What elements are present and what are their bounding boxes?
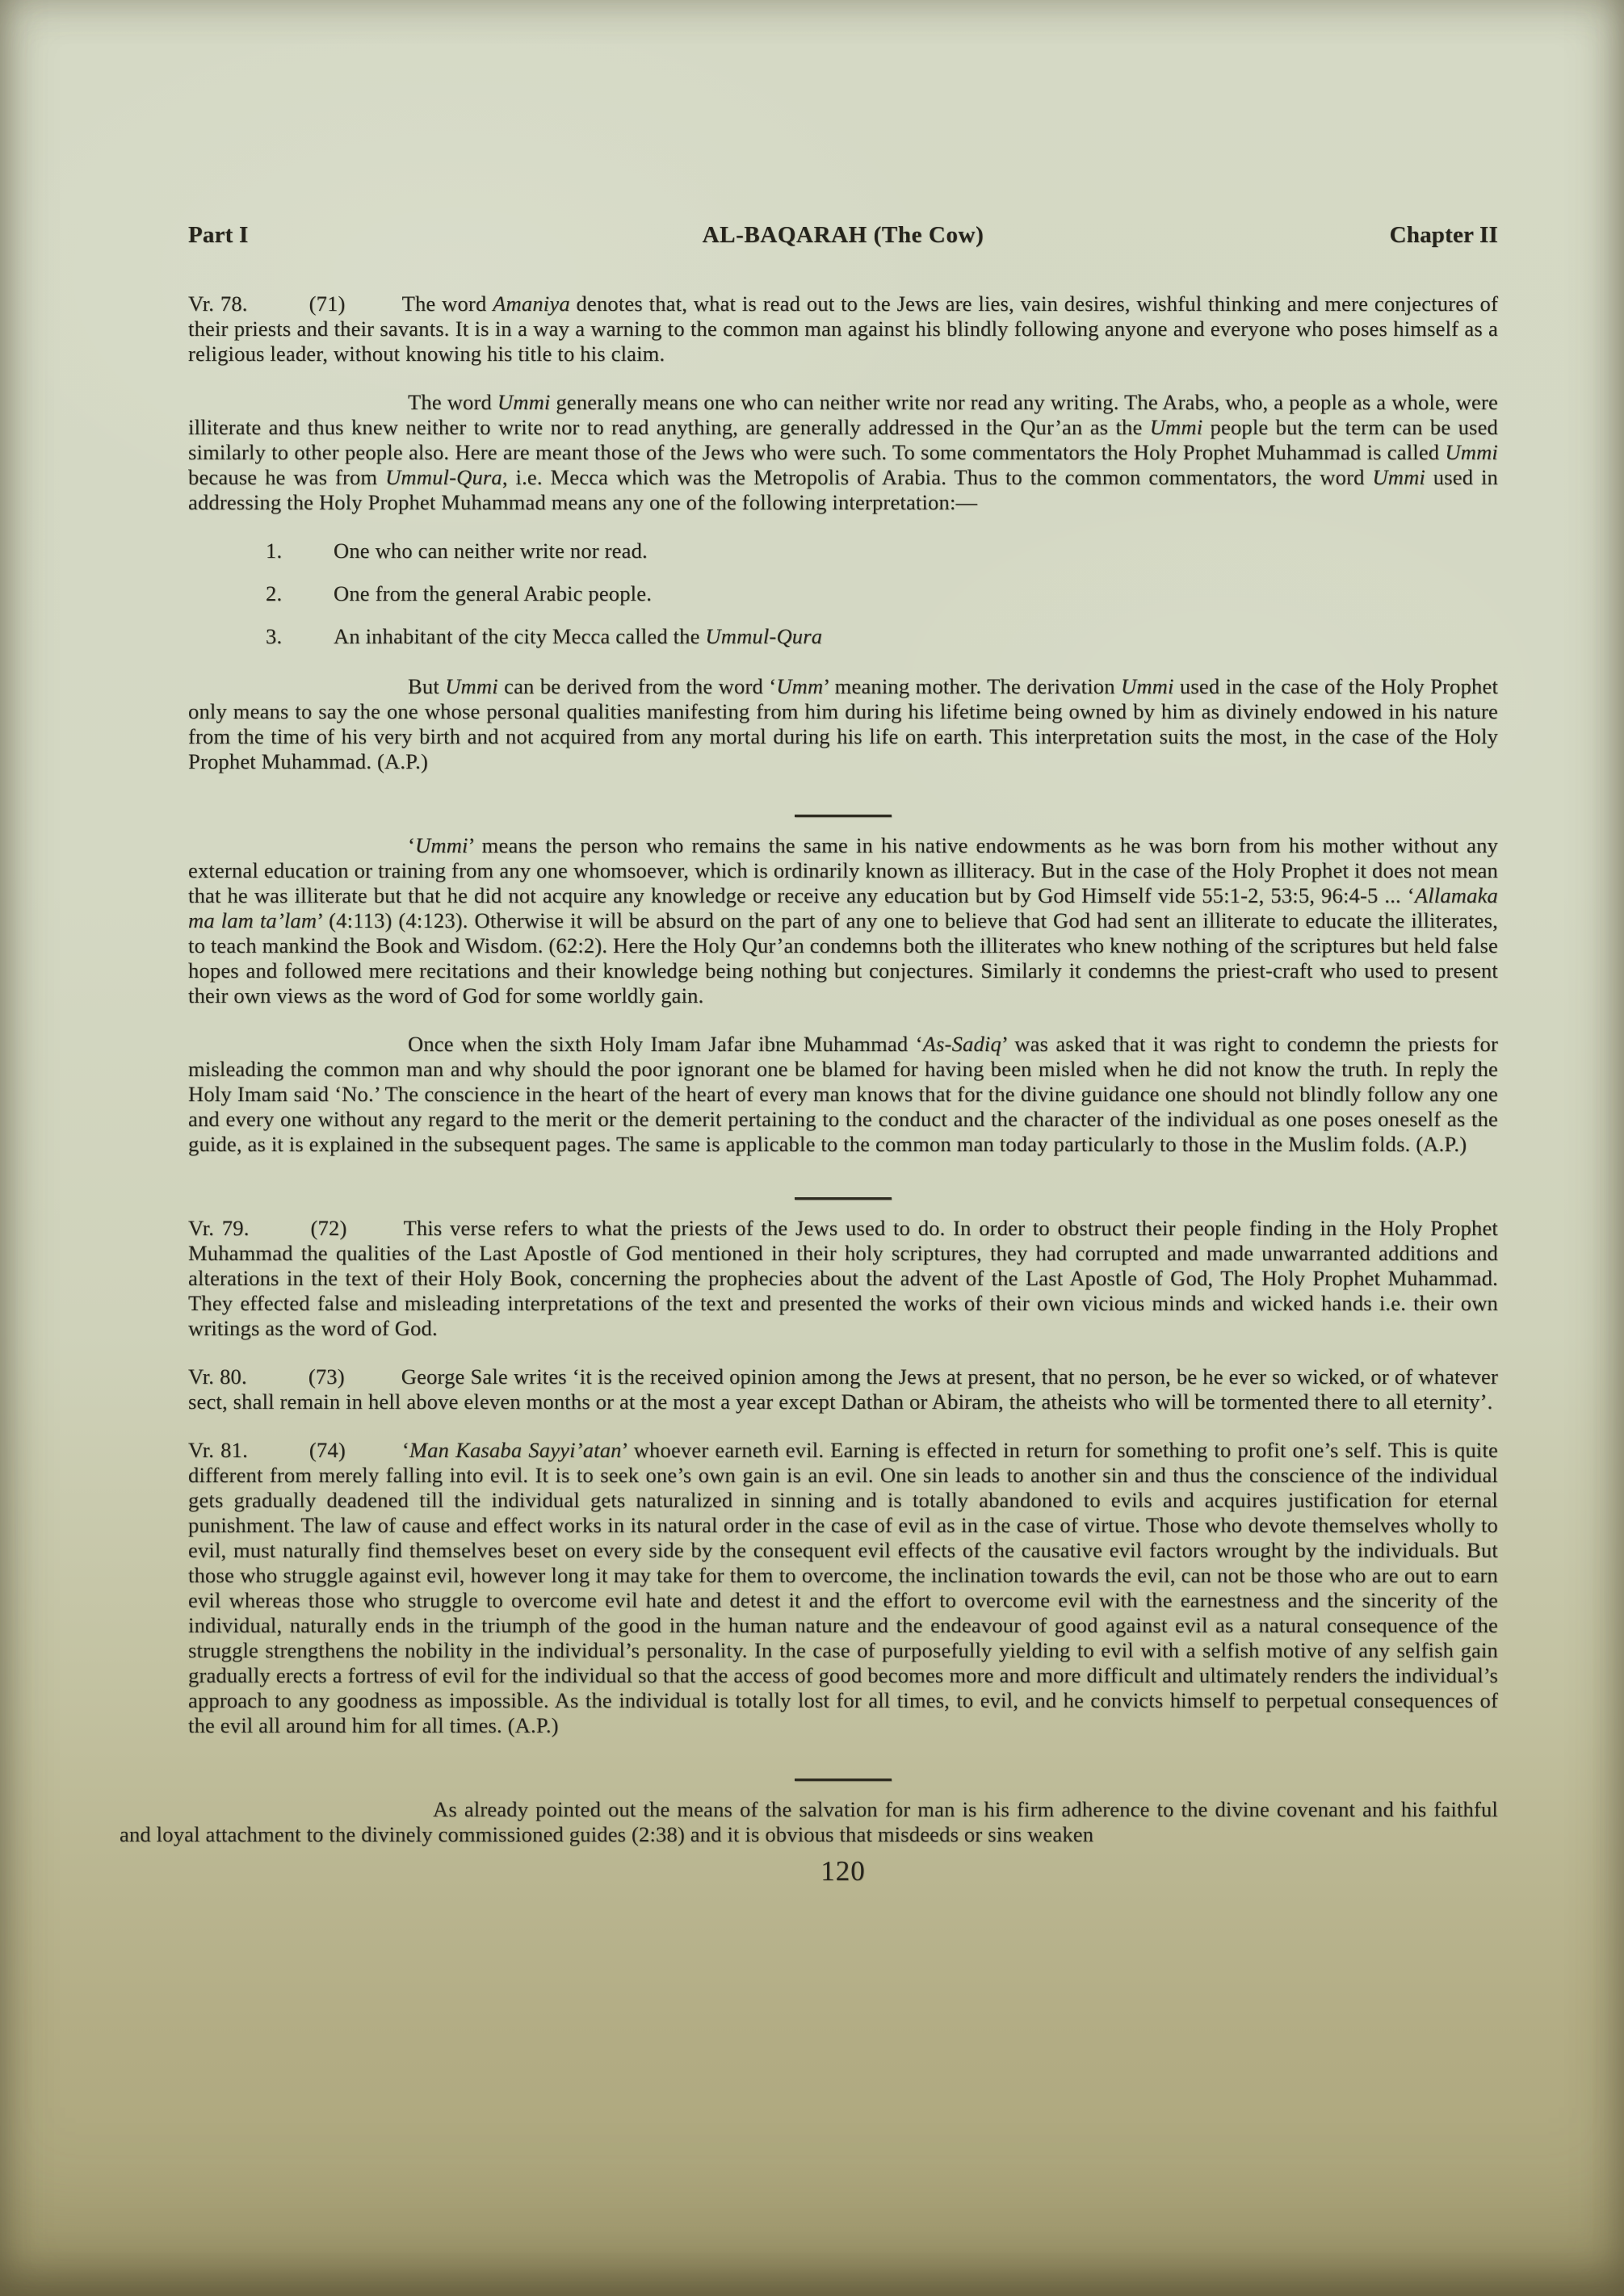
list-item xyxy=(188,538,1498,564)
italic-term: Ummul-Qura xyxy=(705,624,823,648)
text-run: , i.e. Mecca which was the Metropolis of Arabia. Thus to the common commentators, the word xyxy=(501,465,1373,489)
verse-footnote-number: (71) xyxy=(308,291,346,316)
italic-term: Ummi xyxy=(445,674,498,698)
text-run: Once when the sixth Holy Imam Jafar ibne Muhammad ‘ xyxy=(408,1032,923,1056)
text-run: ’ was asked that it was right to condemn the priests for misleading the common man and why should the poor ignorant one be blamed for having been misled when he did not know the truth. In reply the Holy Imam said ‘No.’ The conscience in the heart of the heart of every man knows that for the divine guidance one should not blindly follow any one and every one without any regard to the merit or the demerit pertaining to the conduct and the character of the individual as one poses oneself as the guide, as it is explained in the subsequent pages. The same is applicable to the common man today particularly to those in the Muslim folds. (A.P.) xyxy=(188,1032,1499,1156)
text-run: But xyxy=(408,674,446,698)
list-item-text xyxy=(334,624,1498,649)
text-run: As already pointed out the means of the salvation for man is his firm adherence to the divine covenant and his faithful and loyal attachment to the divinely commissioned guides (2:38) and it is obvious that misdeeds or sins weaken xyxy=(120,1797,1498,1846)
italic-term: Ummi xyxy=(415,833,468,857)
italic-term: Ummul-Qura xyxy=(385,465,502,489)
text-run: people but the term can be used similarly to other people also. Here are meant those of the Jews who were such. To some commentators the Holy Prophet Muhammad is called xyxy=(188,415,1498,464)
italic-term: Amaniya xyxy=(493,291,570,316)
verse-label: Vr. 79. xyxy=(188,1216,250,1240)
text-run: denotes that, what is read out to the Jews are lies, vain desires, wishful thinking and mere conjectures of their priests and their savants. It is in a way a warning to the common man against his blindly following anyone and everyone who poses himself as a religious leader, without knowing his title to his claim. xyxy=(188,291,1498,366)
text-run: George Sale writes ‘it is the received opinion among the Jews at present, that no person, be he ever so wicked, or of whatever sect, shall remain in hell above eleven months or at the most a year except Dathan or Abiram, the atheists who will be tormented there to all eternity’. xyxy=(188,1364,1499,1414)
verse-label: Vr. 81. xyxy=(188,1438,248,1462)
verse-footnote-number: (72) xyxy=(310,1216,347,1240)
page-content xyxy=(120,222,1499,1887)
text-run: One who can neither write nor read. xyxy=(334,538,648,563)
italic-term: Ummi xyxy=(1121,674,1174,698)
list-item-text xyxy=(334,581,1498,606)
commentary-paragraph xyxy=(188,390,1498,515)
text-run: ‘ xyxy=(401,1438,409,1462)
verse-commentary-paragraph xyxy=(188,291,1498,367)
text-run: generally means one who can neither write nor read any writing. The Arabs, who, a people as a whole, were illiterate and thus knew neither to write nor to read anything, are generally addressed in the Qur’an as the xyxy=(188,390,1498,439)
page-number: 120 xyxy=(820,1855,866,1887)
commentary-paragraph xyxy=(188,674,1498,774)
commentary-paragraph xyxy=(120,1797,1498,1847)
text-run: used in the case of the Holy Prophet only means to say the one whose personal qualities manifesting from him during his lifetime being owned by him as divinely endowed in his nature from the time of his very birth and not acquired from any mortal during his life on earth. This interpretation suits the most, in the case of the Holy Prophet Muhammad. (A.P.) xyxy=(188,674,1499,773)
verse-commentary-paragraph xyxy=(188,1364,1498,1414)
header-chapter-title: AL-BAQARAH (The Cow) xyxy=(702,222,984,248)
italic-term: As-Sadiq xyxy=(922,1032,1001,1056)
verse-commentary-paragraph xyxy=(188,1216,1498,1341)
verse-commentary-paragraph xyxy=(188,1438,1498,1738)
divider-rule xyxy=(795,815,892,817)
commentary-paragraph xyxy=(188,833,1498,1008)
commentary-paragraph xyxy=(188,1032,1498,1157)
verse-label: Vr. 80. xyxy=(188,1364,247,1389)
italic-term: Allamaka ma lam ta’lam xyxy=(188,883,1498,932)
text-run: The word xyxy=(408,390,497,414)
section-divider xyxy=(188,1762,1498,1770)
italic-term: Ummi xyxy=(1149,415,1203,439)
verse-footnote-number: (73) xyxy=(308,1364,345,1389)
list-item xyxy=(188,624,1498,649)
divider-rule xyxy=(795,1197,892,1200)
italic-term: Man Kasaba Sayyi’atan xyxy=(409,1438,622,1462)
list-item-number: 2. xyxy=(266,581,283,605)
italic-term: Ummi xyxy=(1445,440,1498,464)
list-item-number: 1. xyxy=(266,538,283,563)
text-run: This verse refers to what the priests of the Jews used to do. In order to obstruct their people finding in the Holy Prophet Muhammad the qualities of the Last Apostle of God mentioned in their holy scriptures, they had corrupted and made unwarranted additions and alterations in the text of their Holy Book, concerning the prophecies about the advent of the Last Apostle of God, The Holy Prophet Muhammad. They effected false and misleading interpretations of the text and presented the works of their own vicious minds and wicked hands i.e. their own writings as the word of God. xyxy=(188,1216,1498,1340)
commentary-body xyxy=(120,291,1499,1847)
header-chapter-label: Chapter II xyxy=(1389,222,1498,248)
text-run: An inhabitant of the city Mecca called the xyxy=(334,624,706,648)
text-run: The word xyxy=(401,291,493,316)
interpretation-list xyxy=(188,538,1498,649)
section-divider xyxy=(188,1180,1498,1188)
divider-rule xyxy=(795,1779,892,1781)
header-part-label: Part I xyxy=(188,222,249,248)
text-run: ‘ xyxy=(408,833,416,857)
text-run: ’ (4:113) (4:123). Otherwise it will be absurd on the part of any one to believe that God had sent an illiterate to educate the illiterates, to teach mankind the Book and Wisdom. (62:2). Here the Holy Qur’an condemns both the illiterates who knew nothing of the scriptures but held false hopes and followed mere recitations and their knowledge being nothing but conjectures. Similarly it condemns the priest-craft who used to present their own views as the word of God for some worldly gain. xyxy=(188,908,1498,1008)
text-run: can be derived from the word ‘ xyxy=(497,674,777,698)
italic-term: Umm xyxy=(776,674,824,698)
text-run: ’ meaning mother. The derivation xyxy=(823,674,1121,698)
text-run: used in addressing the Holy Prophet Muhammad means any one of the following interpretation:— xyxy=(188,465,1498,514)
italic-term: Ummi xyxy=(497,390,551,414)
text-run: One from the general Arabic people. xyxy=(334,581,653,605)
italic-term: Ummi xyxy=(1372,465,1425,489)
verse-footnote-number: (74) xyxy=(308,1438,346,1462)
text-run: because he was from xyxy=(188,465,386,489)
running-header xyxy=(188,223,1498,248)
list-item xyxy=(188,581,1498,606)
list-item-number: 3. xyxy=(266,624,283,648)
section-divider xyxy=(188,798,1498,806)
verse-label: Vr. 78. xyxy=(188,291,248,316)
text-run: ’ whoever earneth evil. Earning is effected in return for something to profit one’s self. This is quite different from merely falling into evil. It is to seek one’s own gain is an evil. One sin leads to another sin and thus the conscience of the individual gets gradually deadened till the individual gets naturalized in sinning and is totally abandoned to evils and acquires justification for eternal punishment. The law of cause and effect works in its natural order in the case of evil as in the case of virtue. Those who devote themselves wholly to evil, must naturally find themselves beset on every side by the consequent evil effects of the causative evil factors wrought by the individuals. But those who struggle against evil, however long it may take for them to overcome, the inclination towards the evil, can not be those who are out to earn evil whereas those who struggle to overcome evil hate and detest it and the effort to overcome evil with the earnestness and the sincerity of the individual, naturally ends in the triumph of the good in the human nature and the endeavour of good against evil as a natural consequence of the struggle strengthens the nobility in the individual’s personality. In the case of purposefully yielding to evil with a selfish motive of any selfish gain gradually erects a fortress of evil for the individual so that the access of good becomes more and more difficult and ultimately renders the individual’s approach to any goodness as impossible. As the individual is totally lost for all times, to evil, and he convicts himself to perpetual consequences of the evil all around him for all times. (A.P.) xyxy=(188,1438,1498,1737)
text-run: ’ means the person who remains the same in his native endowments as he was born from his mother without any external education or training from any one whomsoever, which is ordinarily known as illiteracy. But in the case of the Holy Prophet it does not mean that he was illiterate but that he did not acquire any knowledge or receive any education but by God Himself vide 55:1-2, 53:5, 96:4-5 ... ‘ xyxy=(188,833,1498,907)
list-item-text xyxy=(334,538,1498,564)
